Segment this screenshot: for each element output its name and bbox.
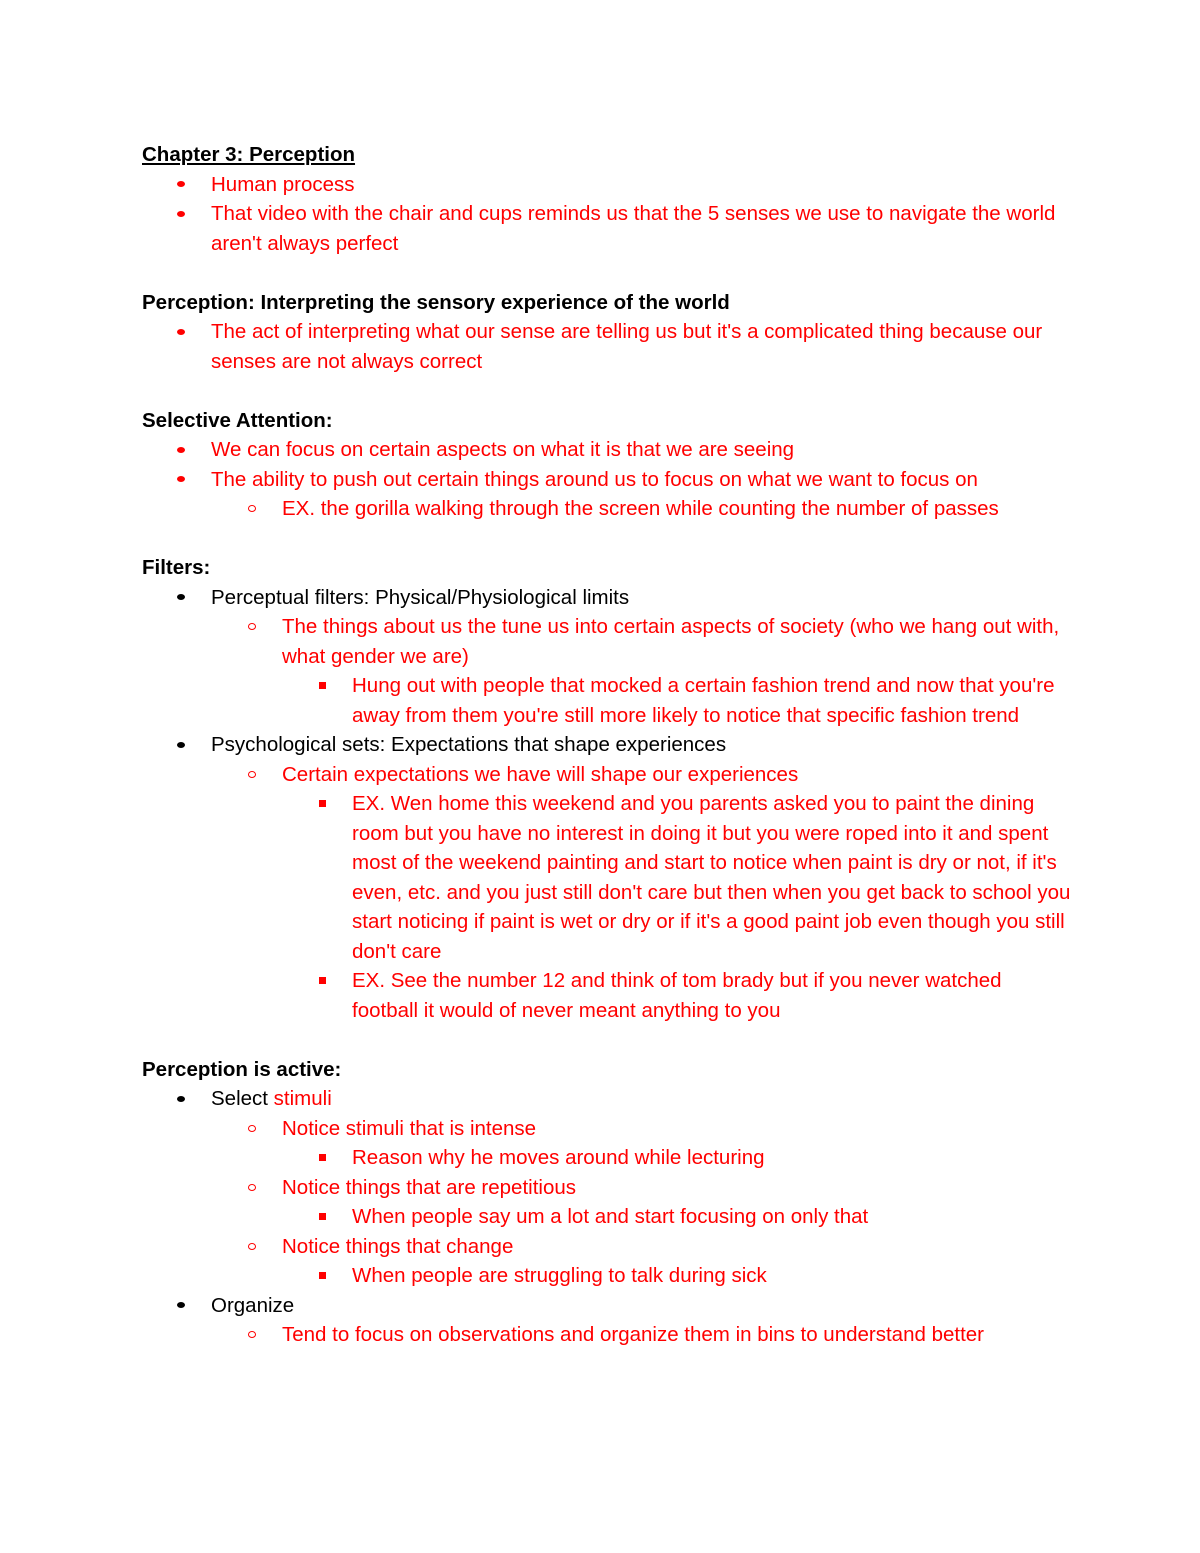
list-item-text: That video with the chair and cups reminds us that the 5 senses we use to navigate the world aren't always perfect xyxy=(211,202,1056,255)
list-item-text: Psychological sets: Expectations that shape experiences xyxy=(211,733,727,756)
list-item-text: Perceptual filters: Physical/Physiological limits xyxy=(211,585,630,609)
list-item xyxy=(142,494,1072,524)
bullet-disc-icon xyxy=(174,199,188,229)
section xyxy=(142,140,1072,258)
section xyxy=(142,1055,1072,1350)
list-item-text: Reason why he moves around while lecturing xyxy=(352,1146,765,1169)
bullet-disc-icon xyxy=(174,1084,188,1114)
bullet-disc-icon xyxy=(174,465,188,495)
list-item xyxy=(142,199,1072,258)
list-item xyxy=(142,1114,1072,1144)
list-item xyxy=(142,1320,1072,1350)
list-item-text: When people say um a lot and start focusing on only that xyxy=(352,1205,869,1228)
list-item-text: Tend to focus on observations and organize them in bins to understand better xyxy=(282,1323,985,1346)
list-item xyxy=(142,1232,1072,1262)
bullet-circle-icon xyxy=(245,612,259,642)
list-item xyxy=(142,730,1072,760)
heading-text: Chapter 3: Perception xyxy=(142,143,356,166)
list-item xyxy=(142,966,1072,1025)
section-heading xyxy=(142,288,1072,318)
bullet-disc-icon xyxy=(174,317,188,347)
list-item xyxy=(142,789,1072,966)
bullet-circle-icon xyxy=(245,494,259,524)
list-item xyxy=(142,1143,1072,1173)
list-item xyxy=(142,1261,1072,1291)
heading-text: Filters: xyxy=(142,556,211,579)
bullet-circle-icon xyxy=(245,1114,259,1144)
list-item-text: Notice things that are repetitious xyxy=(282,1175,576,1199)
list-item xyxy=(142,1173,1072,1203)
list-item xyxy=(142,612,1072,671)
list-item-text: When people are struggling to talk during sick xyxy=(352,1264,767,1287)
list-item xyxy=(142,465,1072,495)
section xyxy=(142,406,1072,524)
bullet-square-icon xyxy=(315,789,329,819)
heading-text: Perception: Interpreting the sensory experience of the world xyxy=(142,290,730,314)
list-item-text: We can focus on certain aspects on what it is that we are seeing xyxy=(211,438,795,461)
bullet-disc-icon xyxy=(174,730,188,760)
section-heading xyxy=(142,553,1072,583)
bullet-circle-icon xyxy=(245,1320,259,1350)
list-item-text: Organize xyxy=(211,1293,295,1317)
list-item-text: Notice stimuli that is intense xyxy=(282,1116,537,1140)
list-item-text: Certain expectations we have will shape our experiences xyxy=(282,762,799,786)
bullet-circle-icon xyxy=(245,1232,259,1262)
bullet-square-icon xyxy=(315,671,329,701)
bullet-square-icon xyxy=(315,1143,329,1173)
list-item-text: The ability to push out certain things around us to focus on what we want to focus on xyxy=(211,467,978,491)
list-item xyxy=(142,1202,1072,1232)
list-item-text: EX. Wen home this weekend and you parents asked you to paint the dining room but you have no interest in doing it but you were roped into it and spent most of the weekend painting and start to notice when paint is dry or not, if it's even, etc. and you just still don't care but then when you get back to school you start noticing if paint is wet or dry or if it's a good paint job even though you still don't care xyxy=(352,792,1071,963)
list-item xyxy=(142,760,1072,790)
list-item xyxy=(142,170,1072,200)
bullet-square-icon xyxy=(315,1261,329,1291)
section xyxy=(142,288,1072,377)
bullet-square-icon xyxy=(315,966,329,996)
list-item-text: The things about us the tune us into certain aspects of society (who we hang out with, what gender we are) xyxy=(282,615,1060,668)
section-heading xyxy=(142,406,1072,436)
list-item-text: EX. See the number 12 and think of tom brady but if you never watched football it would of never meant anything to you xyxy=(352,969,1002,1022)
list-item-text: EX. the gorilla walking through the screen while counting the number of passes xyxy=(282,497,999,520)
bullet-disc-icon xyxy=(174,435,188,465)
list-item xyxy=(142,317,1072,376)
list-item xyxy=(142,435,1072,465)
bullet-square-icon xyxy=(315,1202,329,1232)
list-item-highlight: stimuli xyxy=(273,1087,332,1110)
bullet-circle-icon xyxy=(245,760,259,790)
section xyxy=(142,553,1072,1025)
list-item-text: Human process xyxy=(211,172,355,196)
bullet-disc-icon xyxy=(174,583,188,613)
section-heading xyxy=(142,1055,1072,1085)
page-title xyxy=(142,140,1072,170)
list-item xyxy=(142,1291,1072,1321)
bullet-disc-icon xyxy=(174,170,188,200)
document-page xyxy=(142,140,1072,1379)
bullet-disc-icon xyxy=(174,1291,188,1321)
list-item xyxy=(142,583,1072,613)
list-item-text: Select xyxy=(211,1087,274,1110)
list-item-text: Hung out with people that mocked a certain fashion trend and now that you're away from them you're still more likely to notice that specific fashion trend xyxy=(352,674,1055,727)
list-item xyxy=(142,1084,1072,1114)
list-item xyxy=(142,671,1072,730)
bullet-circle-icon xyxy=(245,1173,259,1203)
heading-text: Selective Attention: xyxy=(142,408,333,432)
list-item-text: Notice things that change xyxy=(282,1234,514,1258)
heading-text: Perception is active: xyxy=(142,1057,342,1081)
list-item-text: The act of interpreting what our sense are telling us but it's a complicated thing because our senses are not always correct xyxy=(211,320,1043,373)
